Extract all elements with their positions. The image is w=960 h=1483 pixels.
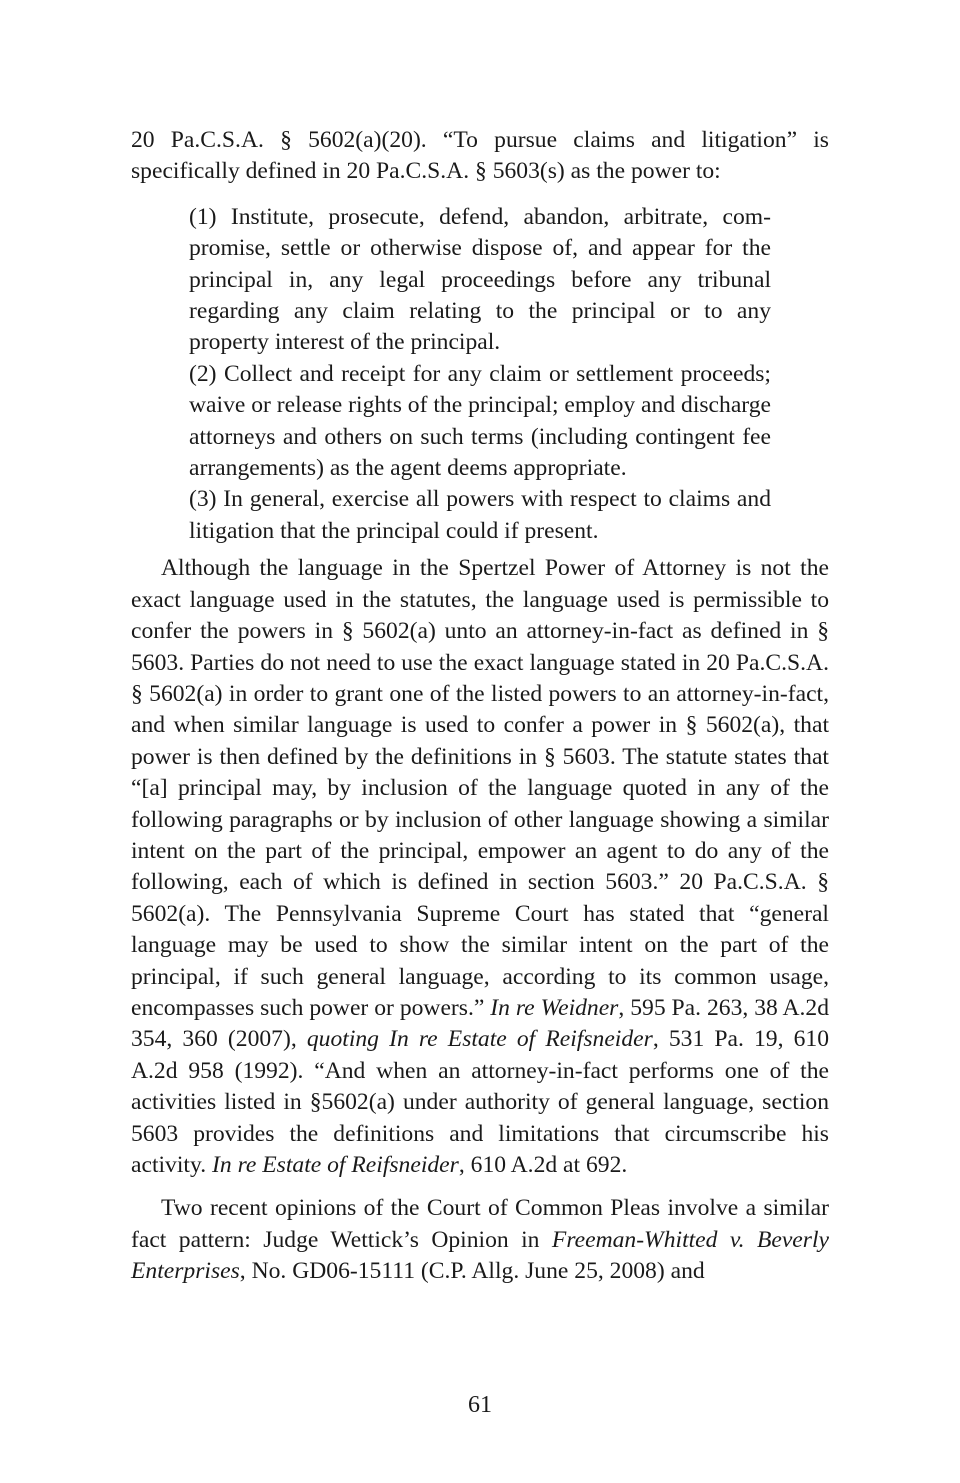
paragraph-2-text-b: , No. GD06-15111 (C.P. Allg. June 25, 2008) and (239, 1258, 705, 1285)
body-paragraph-1 (131, 553, 829, 1181)
quote-item-3: (3) In general, exercise all powers with respect to claims and litigation that the principal could if present. (189, 486, 771, 544)
paragraph-1-text-a: Although the language in the Spertzel Power of Attorney is not the exact language used in the statutes, the language used is permissible to confer the powers in § 5602(a) unto an attorney-in-fact as defined in § 5603. Parties do not need to use the exact language stated in 20 Pa.C.S.A. § 5602(a) in order to grant one of the listed powers to an attorney-in-fact, and when similar language is used to confer a power in § 5602(a), that power is then defined by the definitions in § 5603. The statute states that “[a] principal may, by inclusion of the language quoted in any of the following paragraphs or by inclusion of other language showing a similar intent on the part of the principal, empower an agent to do any of the following, each of which is defined in section 5603.” 20 Pa.C.S.A. § 5602(a). The Pennsylvania Supreme Court has stated that “general language may be used to show the similar intent on the part of the principal, if such general language, according to its common usage, encompasses such power or powers.” (131, 555, 829, 1021)
case-citation-reifsneider: In re Estate of Reifsneider (212, 1152, 459, 1178)
paragraph-1-text-d: , 610 A.2d at 692. (458, 1152, 628, 1178)
body-paragraph-2 (131, 1193, 829, 1287)
quote-item-1: (1) Institute, prosecute, defend, abandon, arbitrate, compromise, settle or otherwise dispose of, and appear for the principal in, any legal proceedings before any tribunal regarding any claim relating to the principal or to any property interest of the principal. (189, 203, 771, 356)
case-citation-weidner: In re Weidner (490, 994, 619, 1021)
paragraph-1-text-c: , 531 Pa. 19, 610 A.2d 958 (1992). “And when an attorney-in-fact performs one of the activities listed in §5602(a) under authority of general language, section 5603 provides the definitions and limitations that circumscribe his activity. (131, 1026, 830, 1178)
paragraph-2-text-a: Two recent opinions of the Court of Common Pleas involve a similar fact pattern: Judge Wettick’s Opinion in (131, 1195, 829, 1253)
case-citation-quoting-reifsneider: quoting In re Estate of Reifsneider (306, 1026, 653, 1053)
statute-block-quote (189, 202, 771, 547)
page-body (131, 125, 829, 1288)
opening-paragraph: 20 Pa.C.S.A. § 5602(a)(20). “To pursue claims and litigation” is specifically defined in 20 Pa.C.S.A. § 5603(s) as the power to: (131, 127, 829, 185)
quote-item-2: (2) Collect and receipt for any claim or settlement proceeds; waive or release rights of the principal; employ and discharge attorneys and others on such terms (including contingent fee arrangements) as the agent deems appropriate. (189, 360, 771, 482)
case-citation-freeman-whitted: Freeman-Whitted v. Beverly Enterprises (131, 1226, 829, 1285)
page-number: 61 (468, 1392, 492, 1418)
paragraph-1-text-b: , 595 Pa. 263, 38 A.2d 354, 360 (2007), (131, 994, 829, 1053)
